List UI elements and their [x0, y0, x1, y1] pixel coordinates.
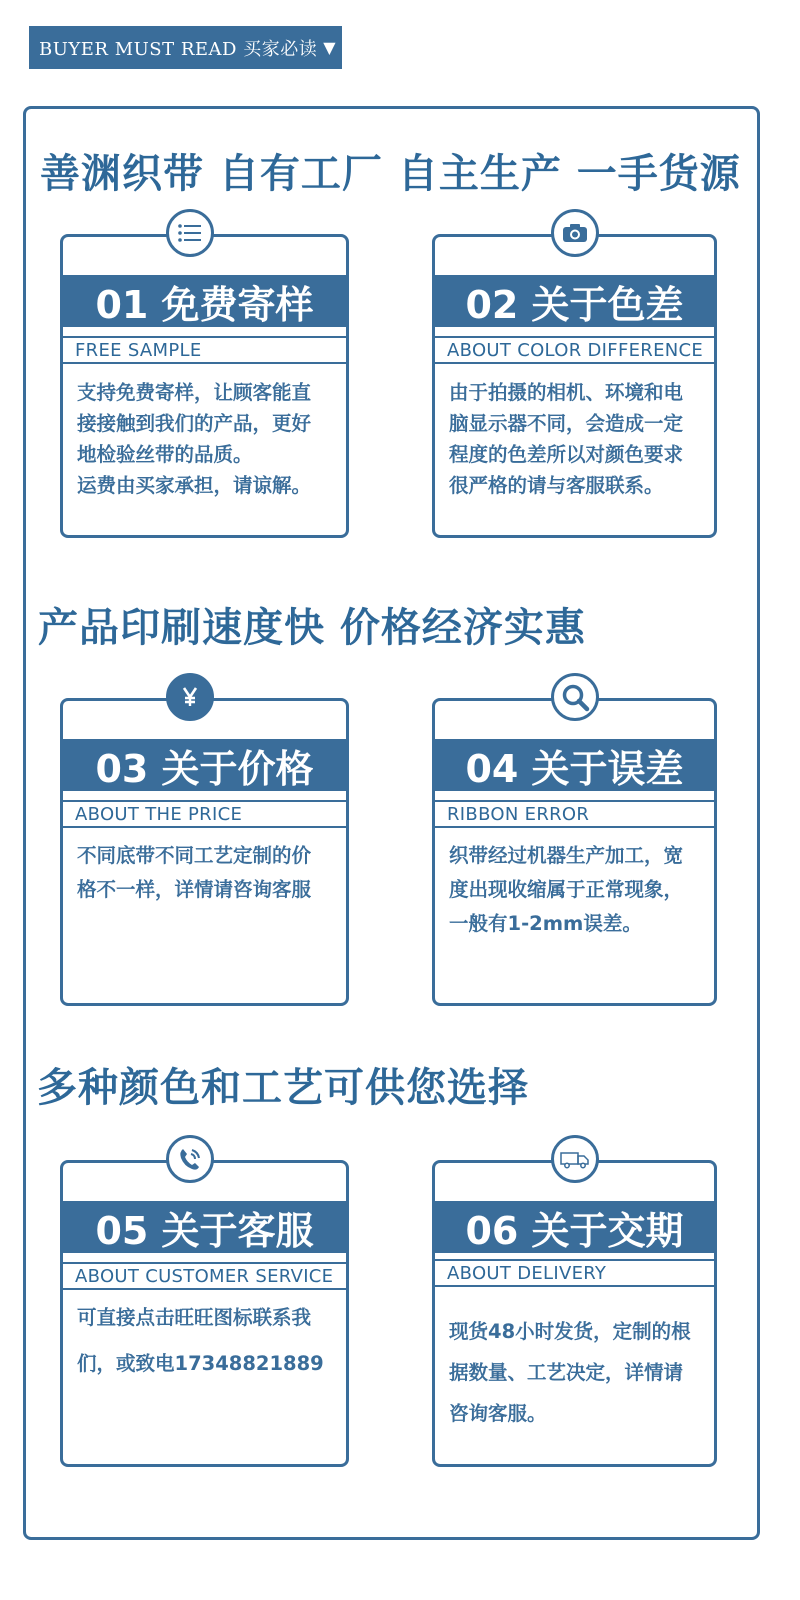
tag-label: BUYER MUST READ 买家必读: [39, 38, 318, 60]
yen-icon: [166, 673, 214, 721]
card-title: 03 关于价格: [60, 739, 349, 791]
card-body: 由于拍摄的相机、环境和电 脑显示器不同，会造成一定 程度的色差所以对颜色要求 很严格的请与客服联系。: [449, 381, 684, 497]
card-color-difference: [432, 234, 717, 538]
card-body: 不同底带不同工艺定制的价 格不一样，详情请咨询客服: [77, 844, 312, 901]
card-subtitle: ABOUT DELIVERY: [432, 1259, 717, 1287]
card-ribbon-error: [432, 698, 717, 1006]
card-title: 04 关于误差: [432, 739, 717, 791]
card-body: 织带经过机器生产加工，宽 度出现收缩属于正常现象， 一般有1-2mm误差。: [449, 844, 684, 935]
phone-icon: [166, 1135, 214, 1183]
card-body: 支持免费寄样，让顾客能直 接接触到我们的产品，更好 地检验丝带的品质。 运费由买家承担，请谅解。: [77, 381, 312, 497]
card-customer-service: [60, 1160, 349, 1467]
card-body: 现货48小时发货，定制的根 据数量、工艺决定，详情请 咨询客服。: [449, 1320, 691, 1425]
card-subtitle: RIBBON ERROR: [432, 800, 717, 828]
card-title: 06 关于交期: [432, 1201, 717, 1253]
card-free-sample: [60, 234, 349, 538]
section-heading-colors: 多种颜色和工艺可供您选择: [37, 1065, 529, 1111]
card-title: 05 关于客服: [60, 1201, 349, 1253]
card-subtitle: ABOUT CUSTOMER SERVICE: [60, 1262, 349, 1290]
dropdown-arrow-icon: ▼: [323, 38, 337, 57]
card-subtitle: ABOUT THE PRICE: [60, 800, 349, 828]
card-title: 01 免费寄样: [60, 275, 349, 327]
list-icon: [166, 209, 214, 257]
card-subtitle: ABOUT COLOR DIFFERENCE: [432, 336, 717, 364]
buyer-must-read-tag: [29, 26, 342, 69]
card-delivery: [432, 1160, 717, 1467]
camera-icon: [551, 209, 599, 257]
section-heading-factory: 善渊织带 自有工厂 自主生产 一手货源: [40, 151, 741, 197]
magnifier-icon: [551, 673, 599, 721]
card-subtitle: FREE SAMPLE: [60, 336, 349, 364]
card-body: 可直接点击旺旺图标联系我 们，或致电17348821889: [77, 1306, 324, 1375]
section-heading-speed-price: 产品印刷速度快 价格经济实惠: [38, 605, 586, 651]
truck-icon: [551, 1135, 599, 1183]
card-price: [60, 698, 349, 1006]
card-title: 02 关于色差: [432, 275, 717, 327]
